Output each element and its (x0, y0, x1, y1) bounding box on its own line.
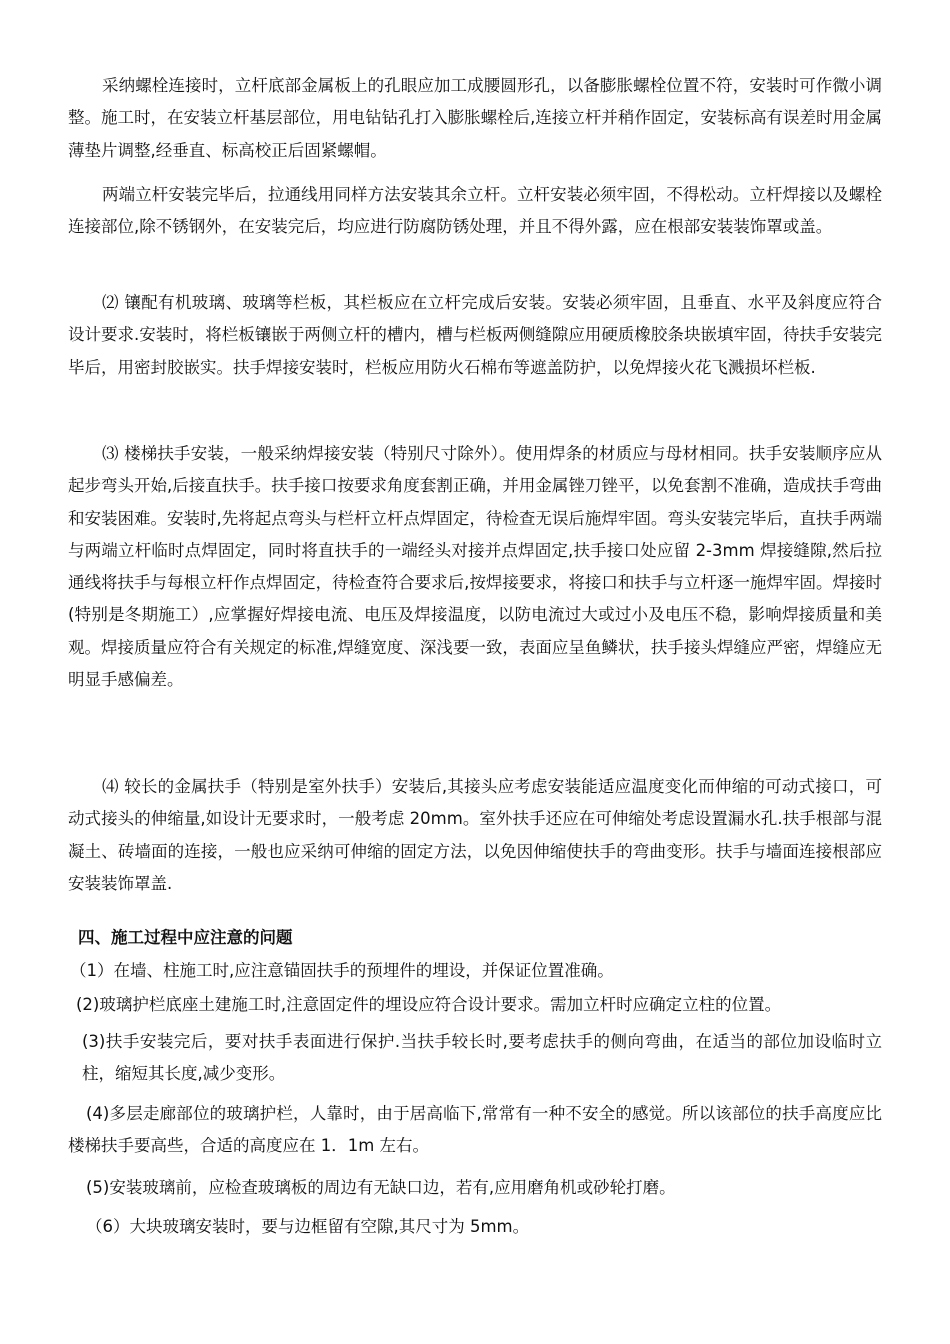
paragraph-bolt-connection: 采纳螺栓连接时，立杆底部金属板上的孔眼应加工成腰圆形孔，以备膨胀螺栓位置不符，安装时可作微小调整。施工时，在安装立杆基层部位，用电钻钻孔打入膨胀螺栓后,连接立杆并稍作固定，安装标高有误差时用金属薄垫片调整,经垂直、标高校正后固紧螺帽。 (68, 76, 882, 160)
paragraph-remaining-posts: 两端立杆安装完毕后，拉通线用同样方法安装其余立杆。立杆安装必须牢固，不得松动。立杆焊接以及螺栓连接部位,除不锈钢外，在安装完后，均应进行防腐防锈处理，并且不得外露，应在根部安装装饰罩或盖。 (68, 185, 882, 237)
note-item-1: （1）在墙、柱施工时,应注意锚固扶手的预埋件的埋设，并保证位置准确。 (70, 961, 614, 980)
paragraph-stair-handrail: ⑶ 楼梯扶手安装，一般采纳焊接安装（特别尺寸除外）。使用焊条的材质应与母材相同。扶手安装顺序应从起步弯头开始,后接直扶手。扶手接口按要求角度套割正确，并用金属锉刀锉平，以免套割不准确，造成扶手弯曲和安装困难。安装时,先将起点弯头与栏杆立杆点焊固定，待检查无误后施焊牢固。弯头安装完毕后，直扶手两端与两端立杆临时点焊固定，同时将直扶手的一端经头对接并点焊固定,扶手接口处应留 2-3mm 焊接缝隙,然后拉通线将扶手与每根立杆作点焊固定，待检查符合要求后,按焊接要求，将接口和扶手与立杆逐一施焊牢固。焊接时(特别是冬期施工）,应掌握好焊接电流、电压及焊接温度，以防电流过大或过小及电压不稳，影响焊接质量和美观。焊接质量应符合有关规定的标准,焊缝宽度、深浅要一致，表面应呈鱼鳞状，扶手接头焊缝应严密，焊缝应无明显手感偏差。 (68, 444, 882, 690)
note-item-3: (3)扶手安装完后，要对扶手表面进行保护.当扶手较长时,要考虑扶手的侧向弯曲，在适当的部位加设临时立柱，缩短其长度,减少变形。 (82, 1032, 882, 1084)
paragraph-long-metal-handrail: ⑷ 较长的金属扶手（特别是室外扶手）安装后,其接头应考虑安装能适应温度变化而伸缩的可动式接口，可动式接头的伸缩量,如设计无要求时，一般考虑 20mm。室外扶手还应在可伸缩处考虑设置漏水孔.扶手根部与混凝土、砖墙面的连接，一般也应采纳可伸缩的固定方法，以免因伸缩使扶手的弯曲变形。扶手与墙面连接根部应安装装饰罩盖. (68, 777, 882, 893)
note-item-2: (2)玻璃护栏底座土建施工时,注意固定件的埋设应符合设计要求。需加立杆时应确定立柱的位置。 (76, 995, 782, 1014)
note-item-5: (5)安装玻璃前，应检查玻璃板的周边有无缺口边，若有,应用磨角机或砂轮打磨。 (86, 1178, 676, 1197)
section-heading: 四、施工过程中应注意的问题 (78, 928, 293, 947)
paragraph-glass-panels: ⑵ 镶配有机玻璃、玻璃等栏板，其栏板应在立杆完成后安装。安装必须牢固，且垂直、水平及斜度应符合设计要求.安装时，将栏板镶嵌于两侧立杆的槽内，槽与栏板两侧缝隙应用硬质橡胶条块嵌填牢固，待扶手安装完毕后，用密封胶嵌实。扶手焊接安装时，栏板应用防火石棉布等遮盖防护，以免焊接火花飞溅损坏栏板. (68, 293, 882, 377)
note-item-6: （6）大块玻璃安装时，要与边框留有空隙,其尺寸为 5mm。 (86, 1217, 530, 1236)
note-item-4: (4)多层走廊部位的玻璃护栏，人靠时，由于居高临下,常常有一种不安全的感觉。所以该部位的扶手高度应比楼梯扶手要高些，合适的高度应在 1．1m 左右。 (68, 1104, 882, 1156)
